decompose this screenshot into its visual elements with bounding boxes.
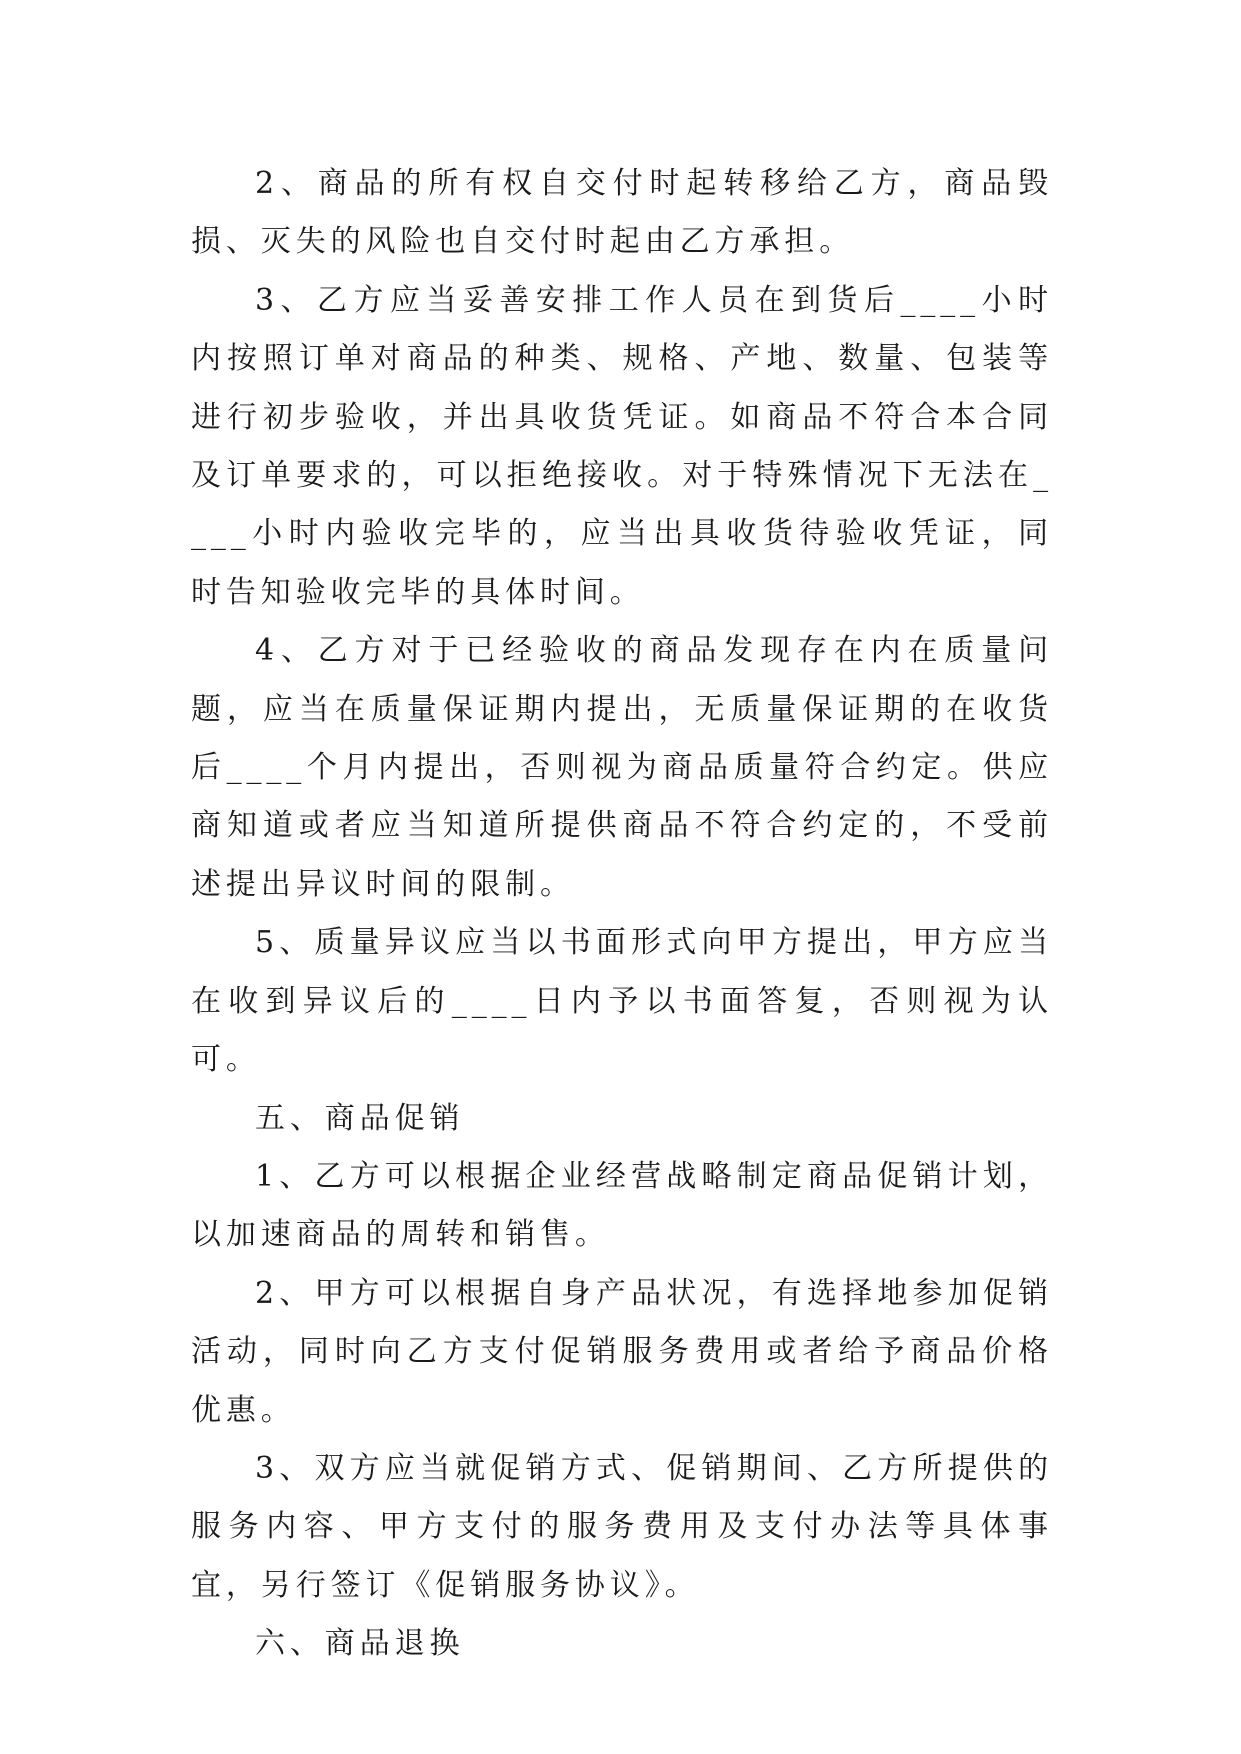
promotion-clause-2: 2、甲方可以根据自身产品状况，有选择地参加促销活动，同时向乙方支付促销服务费用或者给予商品价格优惠。 xyxy=(191,1275,1053,1428)
clause-4-quality: 4、乙方对于已经验收的商品发现存在内在质量问题，应当在质量保证期内提出，无质量保证期的在收货后____个月内提出，否则视为商品质量符合约定。供应商知道或者应当知道所提供商品不符合约定的，不受前述提出异议时间的限制。 xyxy=(191,633,1053,902)
promotion-clause-3: 3、双方应当就促销方式、促销期间、乙方所提供的服务内容、甲方支付的服务费用及支付办法等具体事宜，另行签订《促销服务协议》。 xyxy=(191,1450,1053,1603)
promotion-clause-1: 1、乙方可以根据企业经营战略制定商品促销计划，以加速商品的周转和销售。 xyxy=(191,1158,1053,1253)
clause-3-inspection: 3、乙方应当妥善安排工作人员在到货后____小时内按照订单对商品的种类、规格、产地、数量、包装等进行初步验收，并出具收货凭证。如商品不符合本合同及订单要求的，可以拒绝接收。对于特殊情况下无法在____小时内验收完毕的，应当出具收货待验收凭证，同时告知验收完毕的具体时间。 xyxy=(191,282,1053,610)
section-heading-promotion: 五、商品促销 xyxy=(255,1100,465,1136)
document-body xyxy=(191,155,1053,1674)
clause-2-ownership: 2、商品的所有权自交付时起转移给乙方，商品毁损、灭失的风险也自交付时起由乙方承担。 xyxy=(191,166,1053,260)
section-heading-returns: 六、商品退换 xyxy=(255,1626,465,1662)
clause-5-objection: 5、质量异议应当以书面形式向甲方提出，甲方应当在收到异议后的____日内予以书面答复，否则视为认可。 xyxy=(191,925,1053,1078)
